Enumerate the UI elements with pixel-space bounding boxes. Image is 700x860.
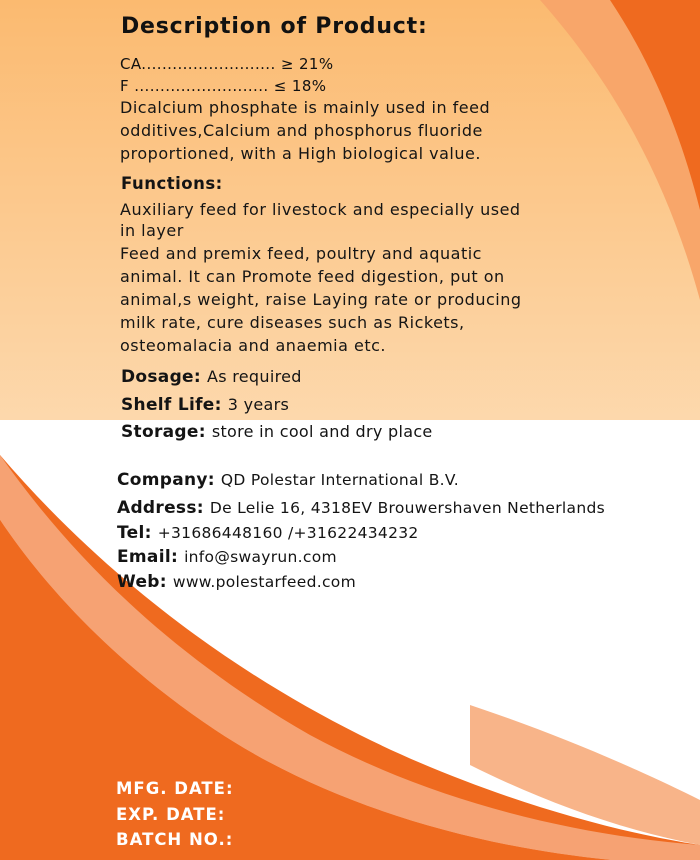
dosage-row — [121, 367, 302, 387]
email-row — [117, 547, 337, 567]
web-row — [117, 572, 356, 592]
email-value: info@swayrun.com — [184, 548, 337, 566]
description-line: odditives,Calcium and phosphorus fluoride — [120, 121, 483, 140]
spec-row-f — [120, 77, 326, 95]
spec-label: CA.......................... — [120, 55, 276, 73]
dosage-value: As required — [206, 367, 302, 386]
exp-date-label: EXP. DATE: — [116, 805, 226, 824]
mfg-date-label: MFG. DATE: — [116, 779, 234, 798]
storage-value: store in cool and dry place — [211, 422, 433, 441]
spec-label: F .......................... — [120, 77, 269, 95]
shelf-life-row — [121, 395, 289, 415]
address-value: De Lelie 16, 4318EV Brouwershaven Netherlands — [209, 499, 605, 517]
description-line: proportioned, with a High biological value. — [120, 144, 481, 163]
web-key: Web: — [117, 572, 167, 592]
dosage-key: Dosage: — [121, 367, 201, 387]
functions-line: Feed and premix feed, poultry and aquatic — [120, 244, 482, 263]
tel-value: +31686448160 /+31622434232 — [157, 524, 419, 542]
functions-line: osteomalacia and anaemia etc. — [120, 336, 387, 355]
functions-line: Auxiliary feed for livestock and especially used — [120, 200, 521, 219]
tel-row — [117, 523, 419, 543]
page-title: Description of Product: — [121, 14, 428, 39]
description-line: Dicalcium phosphate is mainly used in feed — [120, 98, 491, 117]
web-value: www.polestarfeed.com — [172, 573, 356, 591]
shelf-life-key: Shelf Life: — [121, 395, 222, 415]
storage-row — [121, 422, 433, 442]
functions-line: in layer — [120, 221, 184, 240]
address-row — [117, 498, 605, 518]
address-key: Address: — [117, 498, 204, 518]
spec-value: ≤ 18% — [273, 77, 327, 95]
storage-key: Storage: — [121, 422, 206, 442]
batch-no-label: BATCH NO.: — [116, 830, 234, 849]
company-value: QD Polestar International B.V. — [220, 471, 459, 489]
shelf-life-value: 3 years — [227, 395, 290, 414]
functions-line: milk rate, cure diseases such as Rickets, — [120, 313, 465, 332]
spec-value: ≥ 21% — [280, 55, 334, 73]
spec-row-ca — [120, 55, 334, 73]
functions-line: animal,s weight, raise Laying rate or producing — [120, 290, 522, 309]
tel-key: Tel: — [117, 523, 152, 543]
functions-line: animal. It can Promote feed digestion, put on — [120, 267, 505, 286]
company-row — [117, 470, 459, 490]
functions-heading: Functions: — [121, 174, 223, 193]
email-key: Email: — [117, 547, 179, 567]
company-key: Company: — [117, 470, 215, 490]
